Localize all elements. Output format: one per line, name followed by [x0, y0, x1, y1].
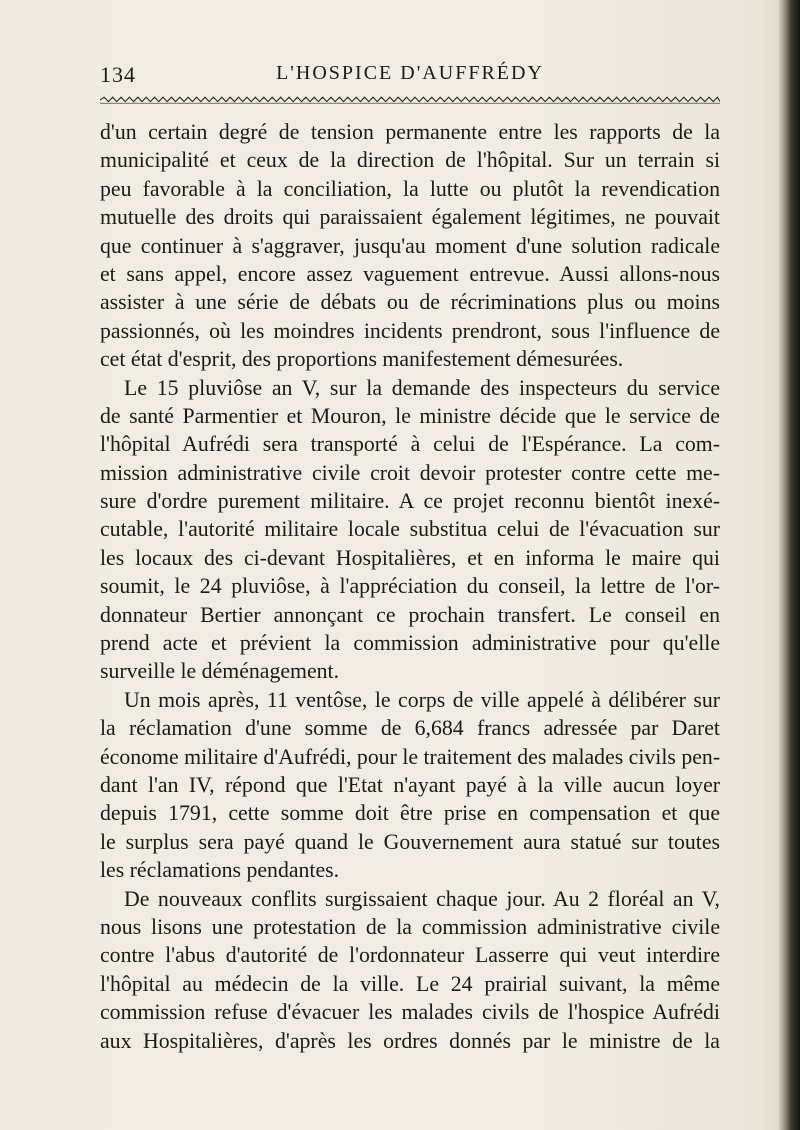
text-line: peu favorable à la conciliation, la lutte ou plutôt la revendication [100, 176, 720, 201]
text-line: surveille le déménagement. [100, 659, 340, 684]
text-line: et sans appel, encore assez vaguement entrevue. Aussi allons-nous [100, 261, 720, 286]
text-line: la réclamation d'une somme de 6,684 francs adressée par Daret [100, 716, 720, 741]
text-line: assister à une série de débats ou de récriminations plus ou moins [100, 290, 720, 315]
text-line: cutable, l'autorité militaire locale substitua celui de l'évacuation sur [100, 517, 720, 542]
text-line: prend acte et prévient la commission administrative pour qu'elle [100, 631, 720, 656]
text-line: depuis 1791, cette somme doit être prise en compensation et que [100, 801, 720, 826]
text-line: Le 15 pluviôse an V, sur la demande des inspecteurs du service [124, 375, 720, 400]
text-line: nous lisons une protestation de la commission administrative civile [100, 914, 720, 939]
text-line: passionnés, où les moindres incidents prendront, sous l'influence de [100, 318, 720, 343]
page-edge-shadow [778, 0, 800, 1130]
text-line: dant l'an IV, répond que l'Etat n'ayant payé à la ville aucun loyer [100, 772, 720, 797]
text-line: l'hôpital Aufrédi sera transporté à celui de l'Espérance. La com- [100, 432, 720, 457]
text-line: aux Hospitalières, d'après les ordres donnés par le ministre de la [100, 1028, 720, 1053]
text-line: municipalité et ceux de la direction de l'hôpital. Sur un terrain si [100, 148, 720, 173]
text-line: contre l'abus d'autorité de l'ordonnateur Lasserre qui veut interdire [100, 943, 720, 968]
text-line: sure d'ordre purement militaire. A ce projet reconnu bientôt inexé- [100, 489, 720, 514]
text-line: soumit, le 24 pluviôse, à l'appréciation du conseil, la lettre de l'or- [100, 574, 720, 599]
page-header [100, 62, 720, 92]
text-line: de santé Parmentier et Mouron, le ministre décide que le service de [100, 403, 720, 428]
running-title: L'HOSPICE D'AUFFRÉDY [276, 62, 544, 84]
text-line: économe militaire d'Aufrédi, pour le traitement des malades civils pen- [100, 744, 721, 769]
text-line: Un mois après, 11 ventôse, le corps de ville appelé à délibérer sur [124, 687, 720, 712]
text-line: De nouveaux conflits surgissaient chaque jour. Au 2 floréal an V, [124, 886, 720, 911]
text-line: mission administrative civile croit devoir protester contre cette me- [100, 460, 720, 485]
text-line: cet état d'esprit, des proportions manifestement démesurées. [100, 347, 624, 372]
text-line: l'hôpital au médecin de la ville. Le 24 prairial suivant, la même [100, 971, 720, 996]
text-line: le surplus sera payé quand le Gouvernement aura statué sur toutes [100, 829, 720, 854]
body-text [100, 118, 720, 1055]
page-number: 134 [100, 62, 136, 87]
text-line: les réclamations pendantes. [100, 858, 340, 883]
text-line: les locaux des ci-devant Hospitalières, et en informa le maire qui [100, 545, 720, 570]
text-line: donnateur Bertier annonçant ce prochain transfert. Le conseil en [100, 602, 720, 627]
decorative-wavy-rule [100, 96, 720, 104]
text-line: commission refuse d'évacuer les malades civils de l'hospice Aufrédi [100, 1000, 720, 1025]
text-line: que continuer à s'aggraver, jusqu'au moment d'une solution radicale [100, 233, 720, 258]
text-line: mutuelle des droits qui paraissaient également légitimes, ne pouvait [100, 205, 720, 230]
text-line: d'un certain degré de tension permanente entre les rapports de la [100, 120, 720, 144]
